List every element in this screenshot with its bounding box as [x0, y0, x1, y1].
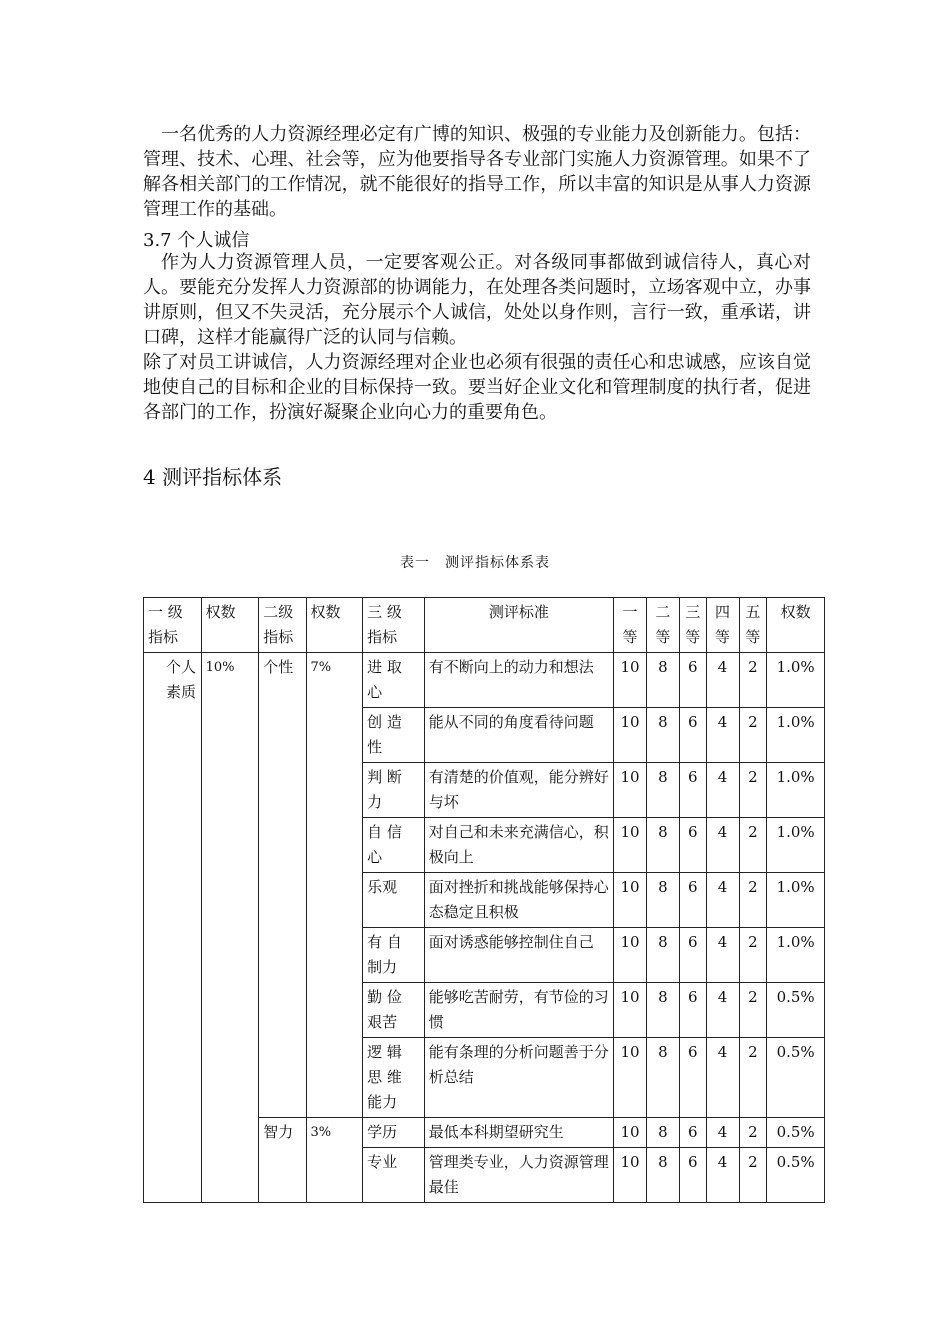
grade4-score: 4	[706, 928, 739, 983]
grade2-score: 8	[646, 928, 679, 983]
grade4-score: 4	[706, 708, 739, 763]
grade4-score: 4	[706, 983, 739, 1038]
grade1-score: 10	[614, 763, 647, 818]
level2-cell: 个性	[259, 653, 306, 1118]
header-grade4: 四等	[706, 598, 739, 653]
grade1-score: 10	[614, 928, 647, 983]
paragraph-knowledge: 一名优秀的人力资源经理必定有广博的知识、极强的专业能力及创新能力。包括：管理、技术、心理、社会等，应为他要指导各专业部门实施人力资源管理。如果不了解各相关部门的工作情况，就不能很好的指导工作，所以丰富的知识是从事人力资源管理工作的基础。	[143, 124, 811, 220]
grade5-score: 2	[739, 653, 767, 708]
grade3-score: 6	[679, 1148, 706, 1203]
grade2-score: 8	[646, 818, 679, 873]
grade5-score: 2	[739, 983, 767, 1038]
grade1-score: 10	[614, 1148, 647, 1203]
level2-cell: 智力	[259, 1118, 306, 1203]
indicator-criterion: 对自己和未来充满信心，积极向上	[424, 818, 613, 873]
indicator-weight: 1.0%	[767, 873, 825, 928]
grade4-score: 4	[706, 1118, 739, 1148]
evaluation-table	[143, 597, 825, 1203]
indicator-criterion: 能有条理的分析问题善于分析总结	[424, 1038, 613, 1118]
header-grade1: 一等	[614, 598, 647, 653]
grade4-score: 4	[706, 763, 739, 818]
indicator-name: 逻 辑 思 维 能力	[363, 1038, 425, 1118]
paragraph-loyalty: 除了对员工讲诚信，人力资源经理对企业也必须有很强的责任心和忠诚感，应该自觉地使自己的目标和企业的目标保持一致。要当好企业文化和管理制度的执行者，促进各部门的工作，扮演好凝聚企业向心力的重要角色。	[143, 352, 811, 423]
grade4-score: 4	[706, 873, 739, 928]
indicator-weight: 0.5%	[767, 1038, 825, 1118]
header-weight3: 权数	[767, 598, 825, 653]
header-weight2: 权数	[306, 598, 363, 653]
grade4-score: 4	[706, 818, 739, 873]
grade3-score: 6	[679, 708, 706, 763]
indicator-name: 勤 俭 艰苦	[363, 983, 425, 1038]
indicator-name: 自 信 心	[363, 818, 425, 873]
grade1-score: 10	[614, 653, 647, 708]
indicator-name: 判 断 力	[363, 763, 425, 818]
grade5-score: 2	[739, 818, 767, 873]
indicator-name: 乐观	[363, 873, 425, 928]
indicator-weight: 1.0%	[767, 818, 825, 873]
grade3-score: 6	[679, 873, 706, 928]
grade1-score: 10	[614, 873, 647, 928]
level1-weight-cell: 10%	[201, 653, 259, 1203]
table-caption: 表一 测评指标体系表	[400, 555, 550, 571]
grade5-score: 2	[739, 928, 767, 983]
indicator-weight: 1.0%	[767, 928, 825, 983]
indicator-criterion: 管理类专业，人力资源管理最佳	[424, 1148, 613, 1203]
indicator-criterion: 有不断向上的动力和想法	[424, 653, 613, 708]
grade3-score: 6	[679, 1038, 706, 1118]
indicator-weight: 0.5%	[767, 1118, 825, 1148]
header-weight1: 权数	[201, 598, 259, 653]
table-header-row	[144, 598, 825, 653]
grade2-score: 8	[646, 1038, 679, 1118]
table-row	[144, 653, 825, 708]
indicator-criterion: 能从不同的角度看待问题	[424, 708, 613, 763]
grade5-score: 2	[739, 708, 767, 763]
grade2-score: 8	[646, 983, 679, 1038]
header-grade2: 二等	[646, 598, 679, 653]
level2-weight-cell: 7%	[306, 653, 363, 1118]
grade3-score: 6	[679, 653, 706, 708]
grade4-score: 4	[706, 1148, 739, 1203]
grade1-score: 10	[614, 1118, 647, 1148]
grade3-score: 6	[679, 928, 706, 983]
indicator-criterion: 有清楚的价值观，能分辨好与坏	[424, 763, 613, 818]
grade5-score: 2	[739, 1148, 767, 1203]
grade2-score: 8	[646, 1118, 679, 1148]
header-grade3: 三等	[679, 598, 706, 653]
indicator-name: 学历	[363, 1118, 425, 1148]
header-level3: 三 级 指标	[363, 598, 425, 653]
grade1-score: 10	[614, 983, 647, 1038]
indicator-name: 专业	[363, 1148, 425, 1203]
indicator-criterion: 最低本科期望研究生	[424, 1118, 613, 1148]
section-heading-3-7: 3.7 个人诚信	[143, 230, 250, 251]
indicator-name: 创 造 性	[363, 708, 425, 763]
grade2-score: 8	[646, 708, 679, 763]
paragraph-integrity: 作为人力资源管理人员，一定要客观公正。对各级同事都做到诚信待人，真心对人。要能充分发挥人力资源部的协调能力，在处理各类问题时，立场客观中立，办事讲原则，但又不失灵活，充分展示个人诚信，处处以身作则，言行一致，重承诺，讲口碑，这样才能赢得广泛的认同与信赖。	[143, 252, 811, 348]
indicator-name: 有 自 制力	[363, 928, 425, 983]
indicator-weight: 1.0%	[767, 653, 825, 708]
grade2-score: 8	[646, 763, 679, 818]
indicator-weight: 1.0%	[767, 763, 825, 818]
indicator-weight: 1.0%	[767, 708, 825, 763]
level1-cell: 个人素质	[144, 653, 202, 1203]
grade3-score: 6	[679, 763, 706, 818]
indicator-criterion: 面对挫折和挑战能够保持心态稳定且积极	[424, 873, 613, 928]
indicator-name: 进 取 心	[363, 653, 425, 708]
grade1-score: 10	[614, 818, 647, 873]
indicator-weight: 0.5%	[767, 983, 825, 1038]
grade3-score: 6	[679, 983, 706, 1038]
indicator-criterion: 面对诱惑能够控制住自己	[424, 928, 613, 983]
header-level1: 一 级 指标	[144, 598, 202, 653]
grade5-score: 2	[739, 873, 767, 928]
grade1-score: 10	[614, 1038, 647, 1118]
grade1-score: 10	[614, 708, 647, 763]
grade4-score: 4	[706, 653, 739, 708]
grade5-score: 2	[739, 1118, 767, 1148]
indicator-criterion: 能够吃苦耐劳，有节俭的习惯	[424, 983, 613, 1038]
indicator-weight: 0.5%	[767, 1148, 825, 1203]
grade3-score: 6	[679, 818, 706, 873]
grade2-score: 8	[646, 1148, 679, 1203]
grade5-score: 2	[739, 1038, 767, 1118]
grade4-score: 4	[706, 1038, 739, 1118]
level2-weight-cell: 3%	[306, 1118, 363, 1203]
grade2-score: 8	[646, 653, 679, 708]
header-level2: 二级指标	[259, 598, 306, 653]
grade2-score: 8	[646, 873, 679, 928]
header-criterion: 测评标准	[424, 598, 613, 653]
grade5-score: 2	[739, 763, 767, 818]
section-heading-4: 4 测评指标体系	[143, 465, 283, 489]
header-grade5: 五等	[739, 598, 767, 653]
grade3-score: 6	[679, 1118, 706, 1148]
